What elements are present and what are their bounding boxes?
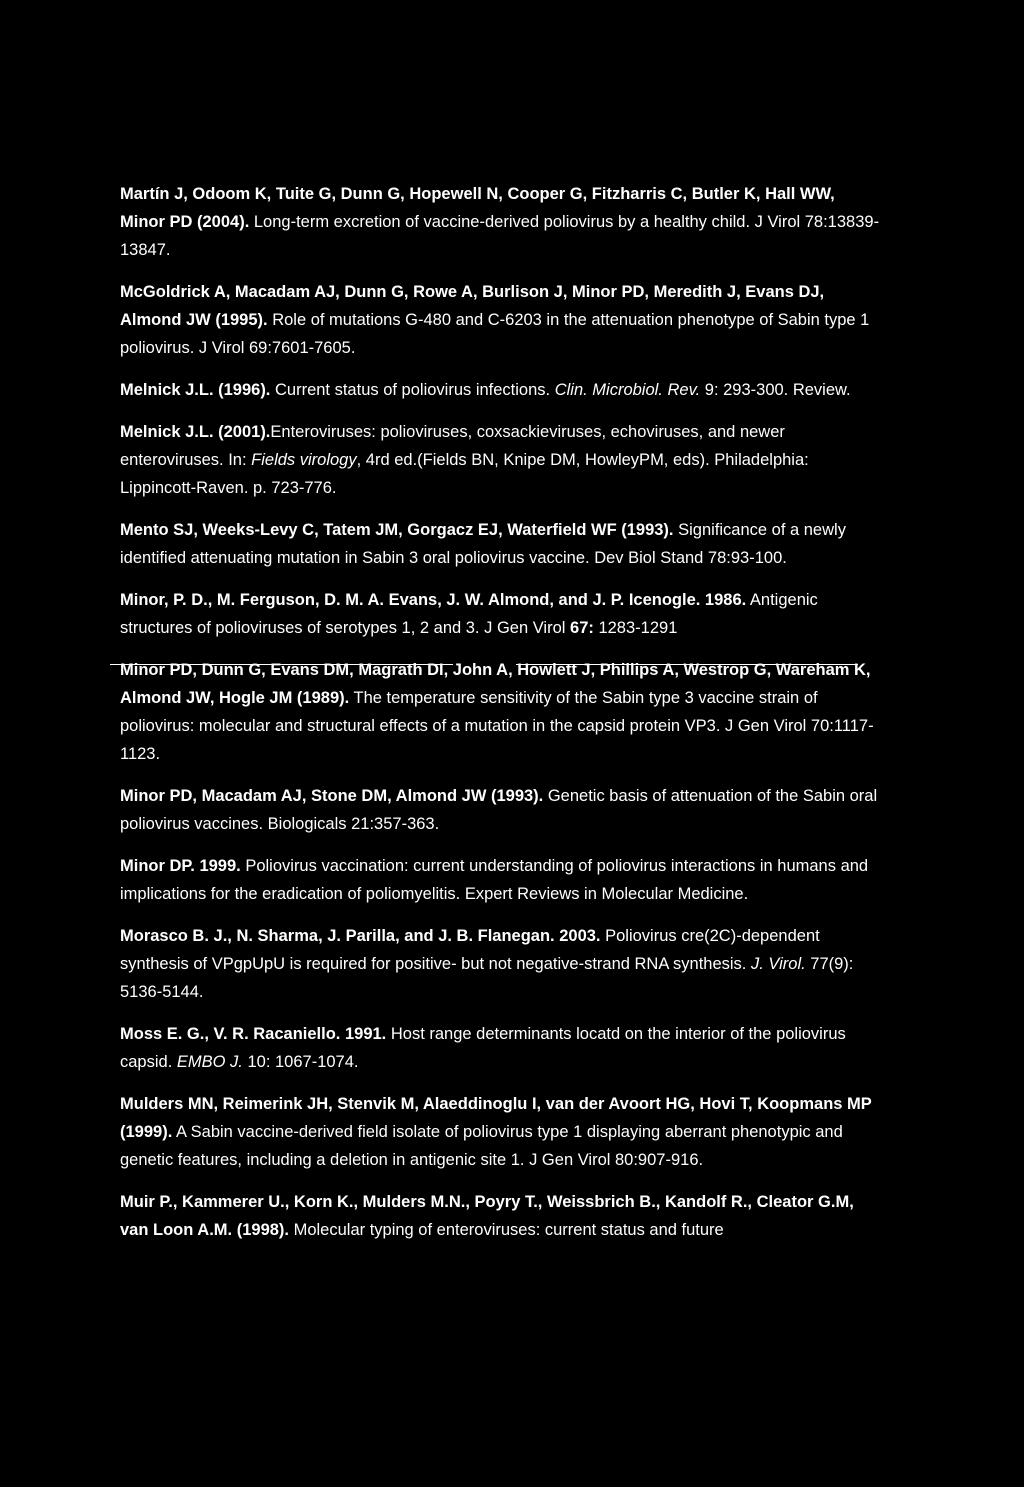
- reference-entry: [120, 782, 880, 838]
- reference-authors: Mento SJ, Weeks-Levy C, Tatem JM, Gorgacz EJ, Waterfield WF (1993).: [120, 521, 674, 539]
- reference-authors: Morasco B. J., N. Sharma, J. Parilla, and J. B. Flanegan. 2003.: [120, 927, 601, 945]
- reference-text: Antigenic structures of polioviruses of serotypes 1, 2 and 3. J Gen Virol: [120, 591, 818, 637]
- reference-text: Role of mutations G-480 and C-6203 in the attenuation phenotype of Sabin type 1 poliovirus. J Virol 69:7601-7605.: [120, 311, 870, 357]
- reference-text: Enteroviruses: polioviruses, coxsackieviruses, echoviruses, and newer enteroviruses. In:: [120, 423, 785, 469]
- reference-text: 9: 293-300. Review.: [700, 381, 851, 399]
- reference-entry: [120, 180, 880, 264]
- reference-entry: [120, 586, 880, 642]
- reference-text: The temperature sensitivity of the Sabin type 3 vaccine strain of poliovirus: molecular and structural effects of a mutation in the capsid protein VP3. J Gen Virol 70:1117-1123.: [120, 689, 874, 763]
- reference-entry: [120, 852, 880, 908]
- reference-entry: [120, 516, 880, 572]
- reference-entry: [120, 1188, 880, 1244]
- reference-text: A Sabin vaccine-derived field isolate of poliovirus type 1 displaying aberrant phenotypic and genetic features, including a deletion in antigenic site 1. J Gen Virol 80:907-916.: [120, 1123, 843, 1169]
- book-title: Fields virology: [251, 451, 357, 469]
- journal-name: EMBO J.: [176, 1053, 243, 1071]
- reference-authors: Minor PD, Macadam AJ, Stone DM, Almond JW (1993).: [120, 787, 544, 805]
- reference-text: Current status of poliovirus infections.: [270, 381, 555, 399]
- reference-text: 10: 1067-1074.: [242, 1053, 359, 1071]
- reference-authors: Mulders MN, Reimerink JH, Stenvik M, Alaeddinoglu I, van der Avoort HG, Hovi T, Koopmans MP (1999).: [120, 1095, 872, 1141]
- reference-text: Poliovirus cre(2C)-dependent synthesis of VPgpUpU is required for positive- but not negative-strand RNA synthesis.: [120, 927, 820, 973]
- reference-entry: [120, 376, 880, 404]
- reference-text: Molecular typing of enteroviruses: current status and future: [289, 1221, 724, 1239]
- reference-entry: [120, 656, 880, 768]
- reference-authors: Minor PD, Dunn G, Evans DM, Magrath DI, John A, Howlett J, Phillips A, Westrop G, Wareham K, Almond JW, Hogle JM (1989).: [120, 661, 871, 707]
- reference-text: Host range determinants locatd on the interior of the poliovirus capsid.: [120, 1025, 846, 1071]
- reference-authors: Moss E. G., V. R. Racaniello. 1991.: [120, 1025, 387, 1043]
- reference-authors: Melnick J.L. (2001).: [120, 423, 271, 441]
- reference-text: Significance of a newly identified attenuating mutation in Sabin 3 oral poliovirus vaccine. Dev Biol Stand 78:93-100.: [120, 521, 846, 567]
- journal-name: Clin. Microbiol. Rev.: [554, 381, 701, 399]
- reference-text: 1283-1291: [593, 619, 678, 637]
- reference-text: , 4rd ed.(Fields BN, Knipe DM, HowleyPM, eds). Philadelphia: Lippincott-Raven. p. 723-776.: [120, 451, 809, 497]
- reference-text: Genetic basis of attenuation of the Sabin oral poliovirus vaccines. Biologicals 21:357-363.: [120, 787, 878, 833]
- reference-entry: [120, 1090, 880, 1174]
- reference-authors: Martín J, Odoom K, Tuite G, Dunn G, Hopewell N, Cooper G, Fitzharris C, Butler K, Hall WW, Minor PD (2004).: [120, 185, 835, 231]
- reference-entry: [120, 1020, 880, 1076]
- footer-rule-left: [110, 664, 453, 665]
- volume-number: 67:: [570, 619, 594, 637]
- reference-text: Long-term excretion of vaccine-derived poliovirus by a healthy child. J Virol 78:13839-13847.: [120, 213, 880, 259]
- reference-entry: [120, 922, 880, 1006]
- reference-entry: [120, 418, 880, 502]
- reference-list: [120, 180, 880, 1258]
- reference-authors: Melnick J.L. (1996).: [120, 381, 271, 399]
- reference-authors: McGoldrick A, Macadam AJ, Dunn G, Rowe A, Burlison J, Minor PD, Meredith J, Evans DJ, Almond JW (1995).: [120, 283, 825, 329]
- footer-rule-right: [516, 664, 858, 665]
- reference-text: Poliovirus vaccination: current understanding of poliovirus interactions in humans and implications for the eradication of poliomyelitis. Expert Reviews in Molecular Medicine.: [120, 857, 869, 903]
- reference-authors: Muir P., Kammerer U., Korn K., Mulders M.N., Poyry T., Weissbrich B., Kandolf R., Cleator G.M, van Loon A.M. (1998).: [120, 1193, 854, 1239]
- reference-entry: [120, 278, 880, 362]
- reference-text: 77(9): 5136-5144.: [120, 955, 854, 1001]
- reference-authors: Minor DP. 1999.: [120, 857, 241, 875]
- reference-authors: Minor, P. D., M. Ferguson, D. M. A. Evans, J. W. Almond, and J. P. Icenogle. 1986.: [120, 591, 747, 609]
- journal-name: J. Virol.: [750, 955, 806, 973]
